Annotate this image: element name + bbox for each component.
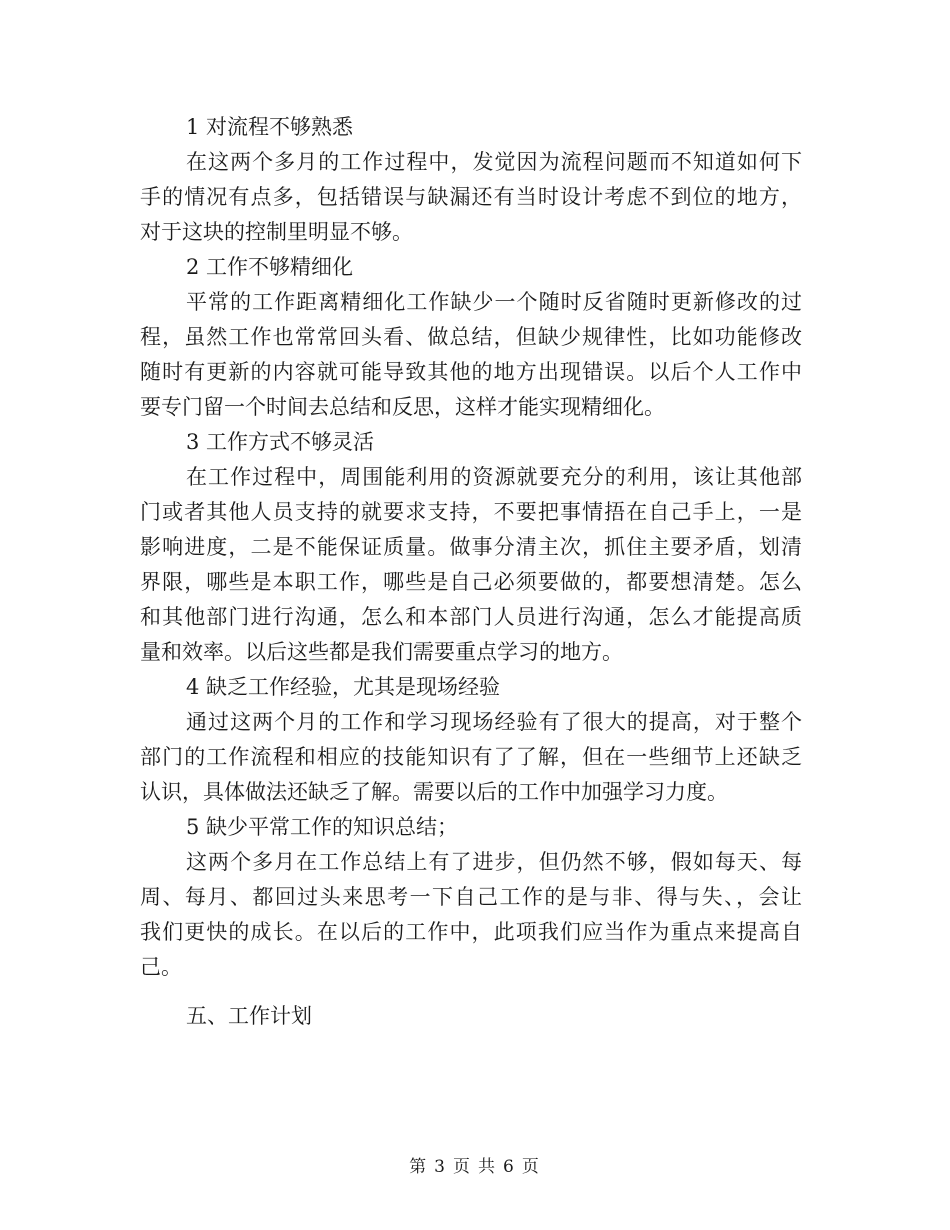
paragraph-line: 程，虽然工作也常常回头看、做总结，但缺少规律性，比如功能修改	[140, 325, 802, 349]
paragraph-line: 己。	[140, 955, 182, 979]
section-heading: 4 缺乏工作经验，尤其是现场经验	[186, 675, 501, 699]
paragraph-line: 影响进度，二是不能保证质量。做事分清主次，抓住主要矛盾，划清	[140, 535, 802, 559]
paragraph-line: 周、每月、都回过头来思考一下自己工作的是与非、得与失、，会让	[140, 885, 802, 909]
footer-prefix: 第	[409, 1157, 429, 1177]
paragraph-line: 手的情况有点多，包括错误与缺漏还有当时设计考虑不到位的地方，	[140, 185, 802, 209]
paragraph-line: 量和效率。以后这些都是我们需要重点学习的地方。	[140, 640, 623, 664]
paragraph-line: 随时有更新的内容就可能导致其他的地方出现错误。以后个人工作中	[140, 360, 802, 384]
section-heading: 5 缺少平常工作的知识总结；	[186, 815, 459, 839]
footer-suffix: 页	[521, 1157, 541, 1177]
footer-page-unit: 页	[453, 1157, 472, 1177]
paragraph-line: 认识，具体做法还缺乏了解。需要以后的工作中加强学习力度。	[140, 780, 728, 804]
section-heading: 3 工作方式不够灵活	[186, 430, 375, 454]
section-heading: 1 对流程不够熟悉	[186, 115, 354, 139]
paragraph-line: 部门的工作流程和相应的技能知识有了了解，但在一些细节上还缺乏	[140, 745, 802, 769]
paragraph-line: 通过这两个月的工作和学习现场经验有了很大的提高，对于整个	[186, 710, 802, 734]
footer-total-word: 共	[478, 1157, 497, 1177]
paragraph-line: 这两个多月在工作总结上有了进步，但仍然不够，假如每天、每	[186, 850, 802, 874]
paragraph-line: 在工作过程中，周围能利用的资源就要充分的利用，该让其他部	[186, 465, 802, 489]
page-footer	[0, 1152, 950, 1177]
paragraph-line: 在这两个多月的工作过程中，发觉因为流程问题而不知道如何下	[186, 150, 802, 174]
paragraph-line: 平常的工作距离精细化工作缺少一个随时反省随时更新修改的过	[186, 290, 802, 314]
document-body	[140, 110, 802, 1034]
footer-total-pages: 6	[503, 1157, 516, 1177]
section-heading: 2 工作不够精细化	[186, 255, 354, 279]
paragraph-line: 门或者其他人员支持的就要求支持，不要把事情捂在自己手上，一是	[140, 500, 802, 524]
paragraph-line: 和其他部门进行沟通，怎么和本部门人员进行沟通，怎么才能提高质	[140, 605, 802, 629]
paragraph-line: 对于这块的控制里明显不够。	[140, 220, 413, 244]
paragraph-line: 我们更快的成长。在以后的工作中，此项我们应当作为重点来提高自	[140, 920, 802, 944]
footer-current-page: 3	[434, 1157, 447, 1177]
paragraph-line: 界限，哪些是本职工作，哪些是自己必须要做的，都要想清楚。怎么	[140, 570, 802, 594]
chapter-heading: 五、工作计划	[186, 1004, 312, 1028]
paragraph-line: 要专门留一个时间去总结和反思，这样才能实现精细化。	[140, 395, 665, 419]
